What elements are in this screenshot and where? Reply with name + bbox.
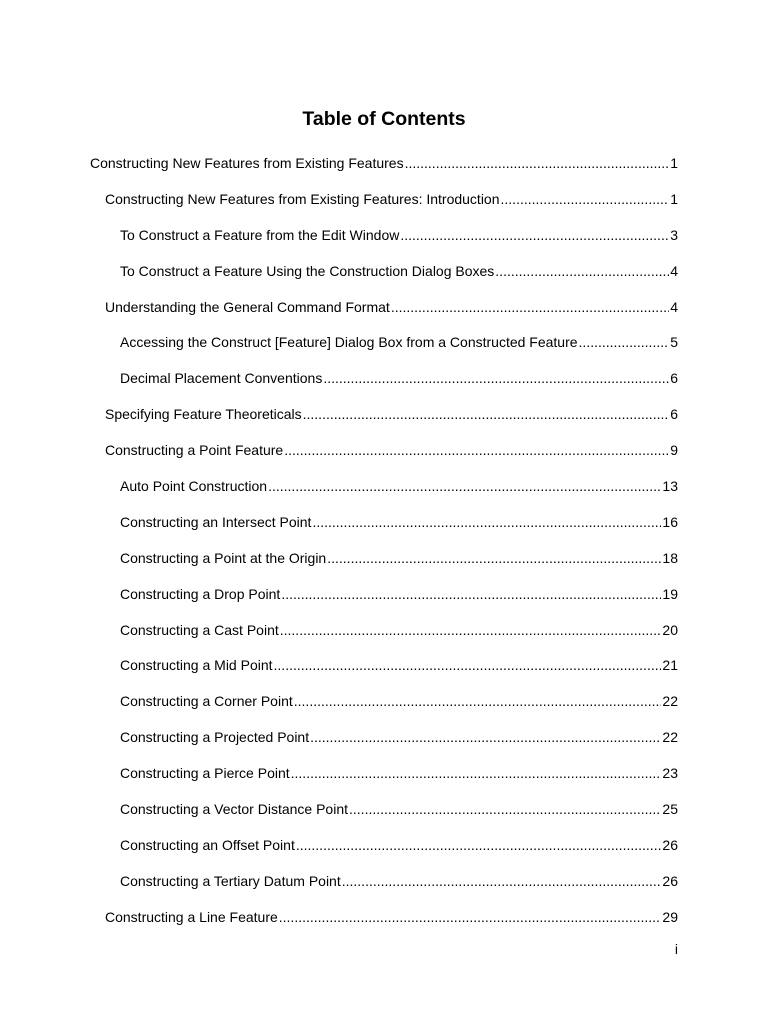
toc-entry-title[interactable]: Auto Point Construction: [120, 477, 268, 494]
toc-entry-page-number[interactable]: 6: [670, 406, 678, 423]
toc-entry[interactable]: [0, 540, 768, 576]
toc-dot-leader: [279, 909, 662, 925]
toc-entry-page-number[interactable]: 4: [670, 262, 678, 279]
toc-entry[interactable]: [0, 683, 768, 719]
toc-entry-title[interactable]: Constructing a Mid Point: [120, 657, 273, 674]
toc-dot-leader: [400, 227, 669, 243]
toc-entry-page-number[interactable]: 26: [662, 872, 678, 889]
toc-entry[interactable]: [0, 145, 768, 181]
toc-entry[interactable]: [0, 576, 768, 612]
toc-dot-leader: [280, 622, 662, 638]
toc-entry-title[interactable]: Constructing an Offset Point: [120, 836, 295, 853]
toc-entry[interactable]: [0, 324, 768, 360]
toc-entry[interactable]: [0, 719, 768, 755]
toc-entry-page-number[interactable]: 20: [662, 621, 678, 638]
toc-dot-leader: [296, 837, 662, 853]
toc-entry[interactable]: [0, 181, 768, 217]
toc-dot-leader: [323, 370, 669, 386]
toc-entry-page-number[interactable]: 6: [670, 370, 678, 387]
toc-entry-page-number[interactable]: 22: [662, 729, 678, 746]
toc-entry[interactable]: [0, 827, 768, 863]
toc-entry-page-number[interactable]: 1: [670, 154, 678, 171]
toc-entry-page-number[interactable]: 18: [662, 549, 678, 566]
page-title: Table of Contents: [302, 108, 466, 130]
toc-entry-title[interactable]: Constructing a Point Feature: [105, 442, 284, 459]
toc-entry-page-number[interactable]: 22: [662, 693, 678, 710]
toc-entry[interactable]: [0, 360, 768, 396]
toc-dot-leader: [284, 442, 669, 458]
toc-entry-title[interactable]: Specifying Feature Theoreticals: [105, 406, 302, 423]
toc-entry[interactable]: [0, 899, 768, 935]
toc-entry-title[interactable]: Constructing New Features from Existing Features: Introduction: [105, 190, 500, 207]
toc-entry-title[interactable]: Constructing a Cast Point: [120, 621, 279, 638]
toc-entry[interactable]: [0, 791, 768, 827]
toc-entry-title[interactable]: Constructing a Line Feature: [105, 908, 278, 925]
toc-entry-page-number[interactable]: 26: [662, 836, 678, 853]
toc-entry-title[interactable]: Constructing an Intersect Point: [120, 513, 312, 530]
toc-dot-leader: [294, 693, 662, 709]
toc-entry-page-number[interactable]: 19: [662, 585, 678, 602]
toc-entry[interactable]: [0, 468, 768, 504]
toc-entry[interactable]: [0, 612, 768, 648]
toc-entry[interactable]: [0, 289, 768, 325]
toc-entry-title[interactable]: To Construct a Feature Using the Construction Dialog Boxes: [120, 262, 495, 279]
toc-entry-page-number[interactable]: 3: [670, 226, 678, 243]
toc-dot-leader: [405, 155, 670, 171]
toc-dot-leader: [391, 299, 669, 315]
toc-entry-title[interactable]: Constructing a Vector Distance Point: [120, 800, 349, 817]
toc-entry-title[interactable]: Constructing a Projected Point: [120, 729, 310, 746]
toc-entry[interactable]: [0, 432, 768, 468]
toc-entry-page-number[interactable]: 1: [670, 190, 678, 207]
toc-dot-leader: [281, 586, 661, 602]
toc-entry-page-number[interactable]: 4: [670, 298, 678, 315]
toc-entry-page-number[interactable]: 29: [662, 908, 678, 925]
toc-entry-page-number[interactable]: 16: [662, 513, 678, 530]
toc-entry-title[interactable]: Constructing a Point at the Origin: [120, 549, 327, 566]
toc-entry-title[interactable]: Constructing New Features from Existing Features: [90, 154, 404, 171]
toc-entry-title[interactable]: To Construct a Feature from the Edit Window: [120, 226, 400, 243]
toc-entry[interactable]: [0, 504, 768, 540]
footer-page-number: i: [674, 941, 678, 957]
toc-entry[interactable]: [0, 863, 768, 899]
toc-entry-title[interactable]: Constructing a Drop Point: [120, 585, 281, 602]
toc-entry-page-number[interactable]: 9: [670, 442, 678, 459]
toc-entry-title[interactable]: Constructing a Pierce Point: [120, 765, 290, 782]
toc-dot-leader: [312, 514, 661, 530]
toc-list: [0, 145, 768, 935]
toc-entry[interactable]: [0, 396, 768, 432]
toc-entry-page-number[interactable]: 21: [662, 657, 678, 674]
toc-dot-leader: [268, 478, 661, 494]
toc-entry-title[interactable]: Understanding the General Command Format: [105, 298, 390, 315]
toc-dot-leader: [501, 191, 670, 207]
toc-entry-title[interactable]: Decimal Placement Conventions: [120, 370, 323, 387]
toc-entry[interactable]: [0, 253, 768, 289]
toc-entry-title[interactable]: Constructing a Corner Point: [120, 693, 293, 710]
toc-entry-page-number[interactable]: 13: [662, 477, 678, 494]
toc-dot-leader: [274, 657, 662, 673]
toc-dot-leader: [327, 550, 661, 566]
toc-dot-leader: [495, 263, 669, 279]
toc-entry[interactable]: [0, 647, 768, 683]
toc-entry-title[interactable]: Constructing a Tertiary Datum Point: [120, 872, 341, 889]
toc-entry-page-number[interactable]: 25: [662, 800, 678, 817]
toc-entry-title[interactable]: Accessing the Construct [Feature] Dialog Box from a Constructed Feature: [120, 334, 578, 351]
toc-entry[interactable]: [0, 217, 768, 253]
toc-dot-leader: [303, 406, 670, 422]
toc-entry-page-number[interactable]: 5: [670, 334, 678, 351]
toc-dot-leader: [342, 873, 662, 889]
toc-entry[interactable]: [0, 755, 768, 791]
toc-entry-page-number[interactable]: 23: [662, 765, 678, 782]
toc-dot-leader: [310, 729, 661, 745]
toc-dot-leader: [349, 801, 661, 817]
toc-dot-leader: [291, 765, 662, 781]
toc-dot-leader: [579, 334, 670, 350]
